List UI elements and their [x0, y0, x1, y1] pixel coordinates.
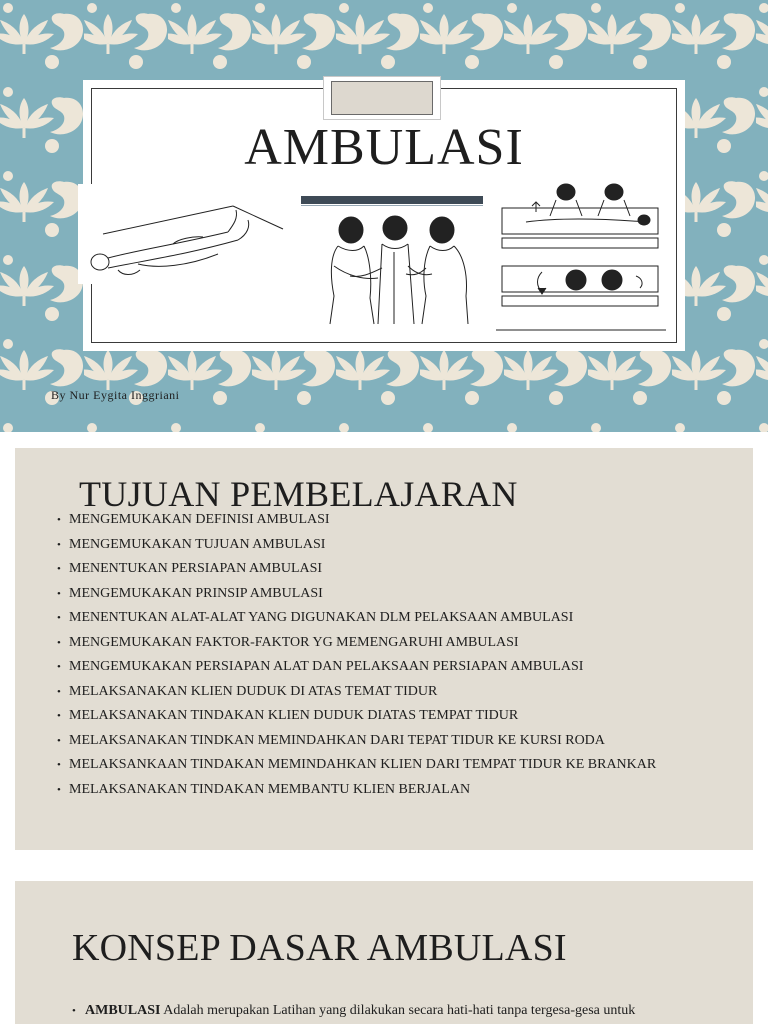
objectives-list — [57, 508, 656, 802]
list-item: • MENGEMUKAKAN DEFINISI AMBULASI — [57, 508, 656, 533]
slide-title: AMBULASI — [244, 119, 524, 176]
title-card-tab — [323, 76, 441, 120]
list-item: • MENENTUKAN ALAT-ALAT YANG DIGUNAKAN DLM PELAKSAAN AMBULASI — [57, 606, 656, 631]
concept-definition: Adalah merupakan Latihan yang dilakukan secara hati-hati tanpa tergesa-gesa untuk — [163, 1003, 636, 1018]
title-slide — [0, 0, 768, 432]
list-item: • MENGEMUKAKAN PERSIAPAN ALAT DAN PELAKSAAN PERSIAPAN AMBULASI — [57, 655, 656, 680]
list-item — [72, 1001, 712, 1021]
concept-list — [72, 1001, 712, 1021]
title-card — [83, 80, 685, 351]
nurses-assisting-illustration — [308, 206, 483, 327]
list-item: • MENENTUKAN PERSIAPAN AMBULASI — [57, 557, 656, 582]
objectives-heading: TUJUAN PEMBELAJARAN — [79, 474, 518, 514]
list-item: • MELAKSANKAAN TINDAKAN MEMINDAHKAN KLIEN DARI TEMPAT TIDUR KE BRANKAR — [57, 753, 656, 778]
list-item: • MELAKSANAKAN TINDAKAN MEMBANTU KLIEN BERJALAN — [57, 778, 656, 803]
list-item: • MELAKSANAKAN KLIEN DUDUK DI ATAS TEMAT TIDUR — [57, 680, 656, 705]
list-item: • MENGEMUKAKAN PRINSIP AMBULASI — [57, 582, 656, 607]
concept-term: AMBULASI — [85, 1003, 161, 1018]
patient-lying-illustration — [78, 184, 292, 284]
author-credit: By Nur Eygita Inggriani — [51, 388, 180, 402]
title-accent-bar — [301, 196, 483, 204]
concept-slide — [15, 881, 753, 1024]
list-item: • MENGEMUKAKAN TUJUAN AMBULASI — [57, 533, 656, 558]
list-item: • MENGEMUKAKAN FAKTOR-FAKTOR YG MEMENGARUHI AMBULASI — [57, 631, 656, 656]
objectives-slide — [15, 448, 753, 850]
bed-transfer-illustration — [496, 182, 666, 332]
title-card-tab-inner — [331, 81, 433, 115]
concept-heading: KONSEP DASAR AMBULASI — [72, 927, 567, 969]
list-item: • MELAKSANAKAN TINDAKAN KLIEN DUDUK DIATAS TEMPAT TIDUR — [57, 704, 656, 729]
list-item: • MELAKSANAKAN TINDKAN MEMINDAHKAN DARI TEPAT TIDUR KE KURSI RODA — [57, 729, 656, 754]
